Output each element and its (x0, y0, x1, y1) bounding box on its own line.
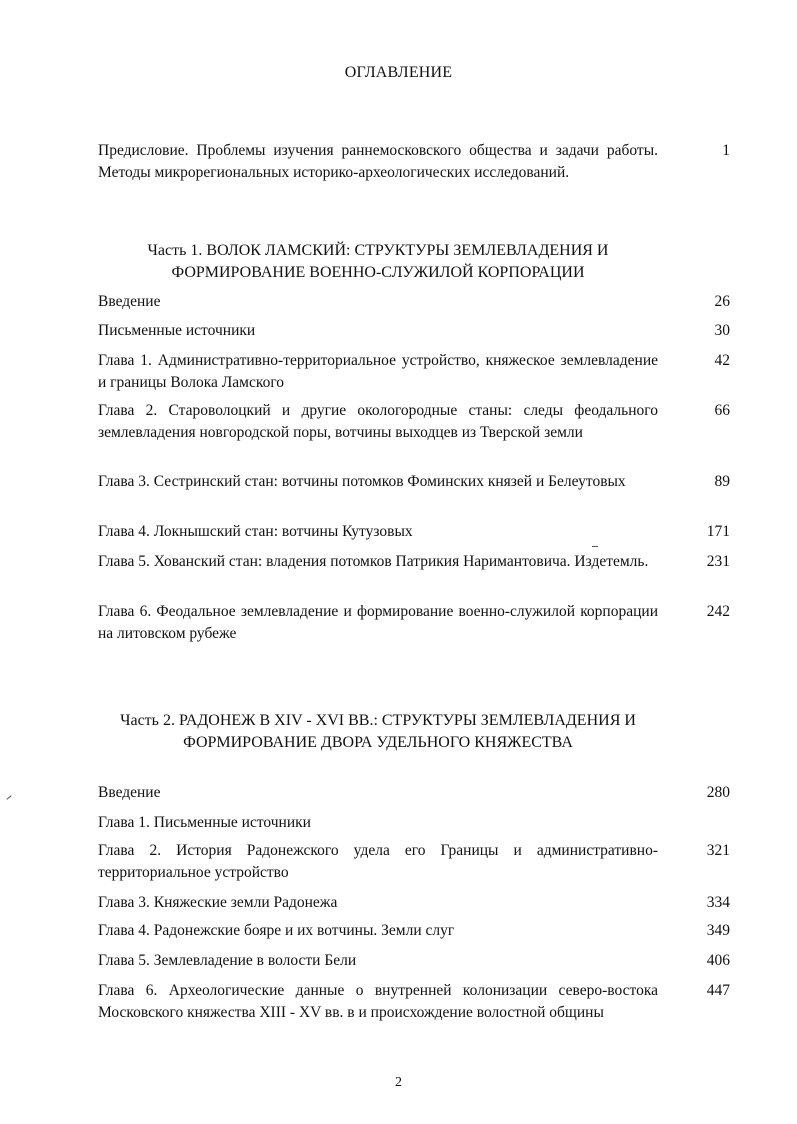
page-number: 2 (395, 1075, 402, 1090)
scan-speck (6, 795, 11, 800)
toc-entry-part2-chapter-4[interactable] (98, 920, 730, 942)
toc-entry-part2-sources[interactable] (98, 812, 730, 834)
toc-entry-text: Предисловие. Проблемы изучения раннемосковского общества и задачи работы. Методы микрорегиональных историко-археологических исследований. (98, 142, 658, 181)
toc-entry-part1-chapter-2[interactable] (98, 400, 730, 444)
toc-entry-page: 171 (706, 523, 730, 540)
toc-entry-text: Глава 5. Землевладение в волости Бели (98, 952, 357, 969)
toc-entry-part1-chapter-3[interactable] (98, 471, 730, 493)
toc-entry-page: 334 (706, 894, 730, 911)
toc-entry-text: Глава 4. Радонежские бояре и их вотчины. Земли слуг (98, 922, 455, 939)
toc-entry-page: 280 (706, 784, 730, 801)
toc-entry-text: Введение (98, 293, 161, 310)
toc-entry-text: Глава 1. Письменные источники (98, 814, 311, 831)
toc-entry-part1-chapter-4[interactable] (98, 521, 730, 543)
toc-entry-text: Глава 3. Княжеские земли Радонежа (98, 894, 338, 911)
toc-entry-text: Глава 6. Археологические данные о внутренней колонизации северо-востока Московского княжества XIII - XV вв. в и происхождение волостной общины (98, 982, 658, 1021)
toc-entry-page: 406 (706, 952, 730, 969)
part-1-heading: Часть 1. ВОЛОК ЛАМСКИЙ: СТРУКТУРЫ ЗЕМЛЕВЛАДЕНИЯ И ФОРМИРОВАНИЕ ВОЕННО-СЛУЖИЛОЙ КОРПОРАЦИИ (147, 242, 609, 281)
toc-entry-part1-sources[interactable] (98, 320, 730, 342)
toc-entry-part2-chapter-2[interactable] (98, 840, 730, 884)
toc-entry-text: Письменные источники (98, 322, 256, 339)
toc-entry-part1-intro[interactable] (98, 291, 730, 313)
toc-entry-page: 26 (714, 293, 730, 310)
toc-entry-page: 30 (714, 322, 730, 339)
toc-entry-part2-chapter-3[interactable] (98, 892, 730, 914)
toc-entry-part1-chapter-1[interactable] (98, 350, 730, 394)
part-2-heading: Часть 2. РАДОНЕЖ В XIV - XVI ВВ.: СТРУКТУРЫ ЗЕМЛЕВЛАДЕНИЯ И ФОРМИРОВАНИЕ ДВОРА УДЕЛЬНОГО КНЯЖЕСТВА (120, 712, 636, 751)
toc-entry-page: 1 (722, 142, 730, 159)
toc-entry-page: 66 (714, 402, 730, 419)
page-title: ОГЛАВЛЕНИЕ (344, 64, 453, 81)
toc-entry-page: 231 (706, 553, 730, 570)
scan-speck (592, 546, 598, 547)
toc-entry-text: Введение (98, 784, 161, 801)
toc-entry-page: 42 (714, 352, 730, 369)
toc-entry-text: Глава 5. Хованский стан: владения потомков Патрикия Наримантовича. Издетемль. (98, 553, 649, 570)
toc-entry-text: Глава 6. Феодальное землевладение и формирование военно-служилой корпорации на литовском рубеже (98, 603, 658, 642)
toc-entry-page: 349 (706, 922, 730, 939)
toc-entry-page: 321 (706, 842, 730, 859)
toc-entry-part2-chapter-6[interactable] (98, 980, 730, 1024)
toc-entry-text: Глава 4. Локнышский стан: вотчины Кутузовых (98, 523, 413, 540)
toc-entry-preface[interactable] (98, 140, 730, 184)
toc-entry-page: 89 (714, 473, 730, 490)
toc-entry-part1-chapter-5[interactable] (98, 551, 730, 573)
toc-entry-text: Глава 1. Административно-территориальное устройство, княжеское землевладение и границы Волока Ламского (98, 352, 658, 391)
toc-entry-text: Глава 3. Сестринский стан: вотчины потомков Фоминских князей и Белеутовых (98, 473, 626, 490)
toc-entry-part2-intro[interactable] (98, 782, 730, 804)
toc-entry-text: Глава 2. История Радонежского удела его Границы и административно-территориальное устройство (98, 842, 658, 881)
toc-entry-page: 447 (706, 982, 730, 999)
toc-entry-part2-chapter-5[interactable] (98, 950, 730, 972)
toc-entry-part1-chapter-6[interactable] (98, 601, 730, 645)
toc-entry-text: Глава 2. Староволоцкий и другие окологородные станы: следы феодального землевладения новгородской поры, вотчины выходцев из Тверской земли (98, 402, 658, 441)
toc-entry-page: 242 (706, 603, 730, 620)
